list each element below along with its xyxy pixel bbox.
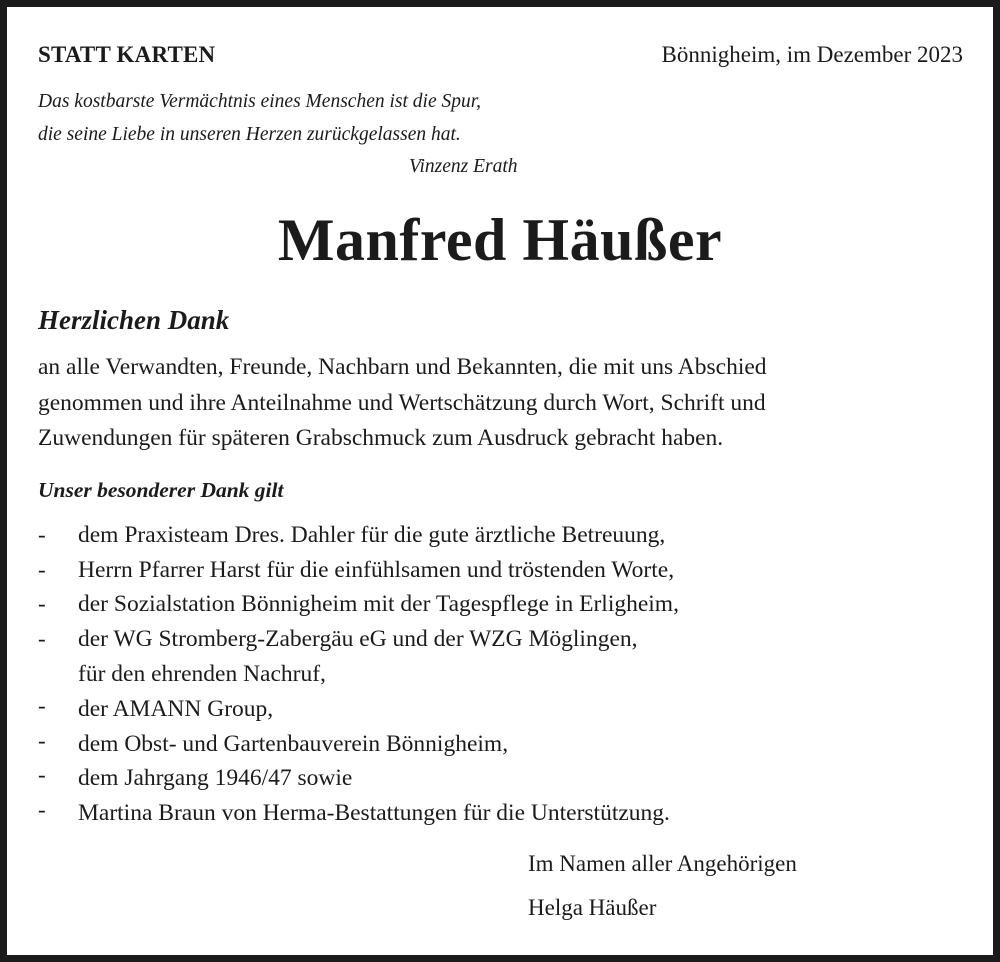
thanks-text-line: an alle Verwandten, Freunde, Nachbarn und Bekannten, die mit uns Abschied [38, 354, 767, 380]
statt-karten-label: STATT KARTEN [38, 42, 216, 67]
thanks-item: Herrn Pfarrer Harst für die einfühlsamen und tröstenden Worte, [78, 557, 675, 583]
place-date: Bönnigheim, im Dezember 2023 [661, 42, 963, 67]
signature: Helga Häußer [528, 895, 657, 920]
thanks-heading: Herzlichen Dank [38, 305, 230, 335]
bullet-dash: - [38, 693, 46, 718]
thanks-item: der Sozialstation Bönnigheim mit der Tagespflege in Erligheim, [78, 591, 679, 617]
thanks-item: der WG Stromberg-Zabergäu eG und der WZG Möglingen, [78, 626, 638, 652]
thanks-text-line: genommen und ihre Anteilnahme und Wertschätzung durch Wort, Schrift und [38, 390, 766, 416]
bullet-dash: - [38, 557, 46, 582]
thanks-item: dem Jahrgang 1946/47 sowie [78, 765, 353, 791]
special-thanks-heading: Unser besonderer Dank gilt [38, 478, 284, 502]
bullet-dash: - [38, 797, 46, 822]
bullet-dash: - [38, 522, 46, 547]
thanks-item-continuation: für den ehrenden Nachruf, [78, 661, 326, 687]
quote-line: die seine Liebe in unseren Herzen zurückgelassen hat. [38, 124, 461, 145]
bullet-dash: - [38, 728, 46, 753]
thanks-item: dem Obst- und Gartenbauverein Bönnigheim, [78, 731, 509, 757]
bullet-dash: - [38, 762, 46, 787]
quote-line: Das kostbarste Vermächtnis eines Menschen ist die Spur, [38, 91, 482, 112]
thanks-item: der AMANN Group, [78, 696, 274, 722]
deceased-name: Manfred Häußer [277, 207, 723, 273]
thanks-item: dem Praxisteam Dres. Dahler für die gute ärztliche Betreuung, [78, 522, 666, 548]
quote-author: Vinzenz Erath [409, 156, 518, 177]
thanks-text-line: Zuwendungen für späteren Grabschmuck zum Ausdruck gebracht haben. [38, 425, 724, 451]
thanks-item: Martina Braun von Herma-Bestattungen für die Unterstützung. [78, 800, 670, 826]
bullet-dash: - [38, 626, 46, 651]
closing-line: Im Namen aller Angehörigen [528, 851, 797, 876]
bullet-dash: - [38, 591, 46, 616]
